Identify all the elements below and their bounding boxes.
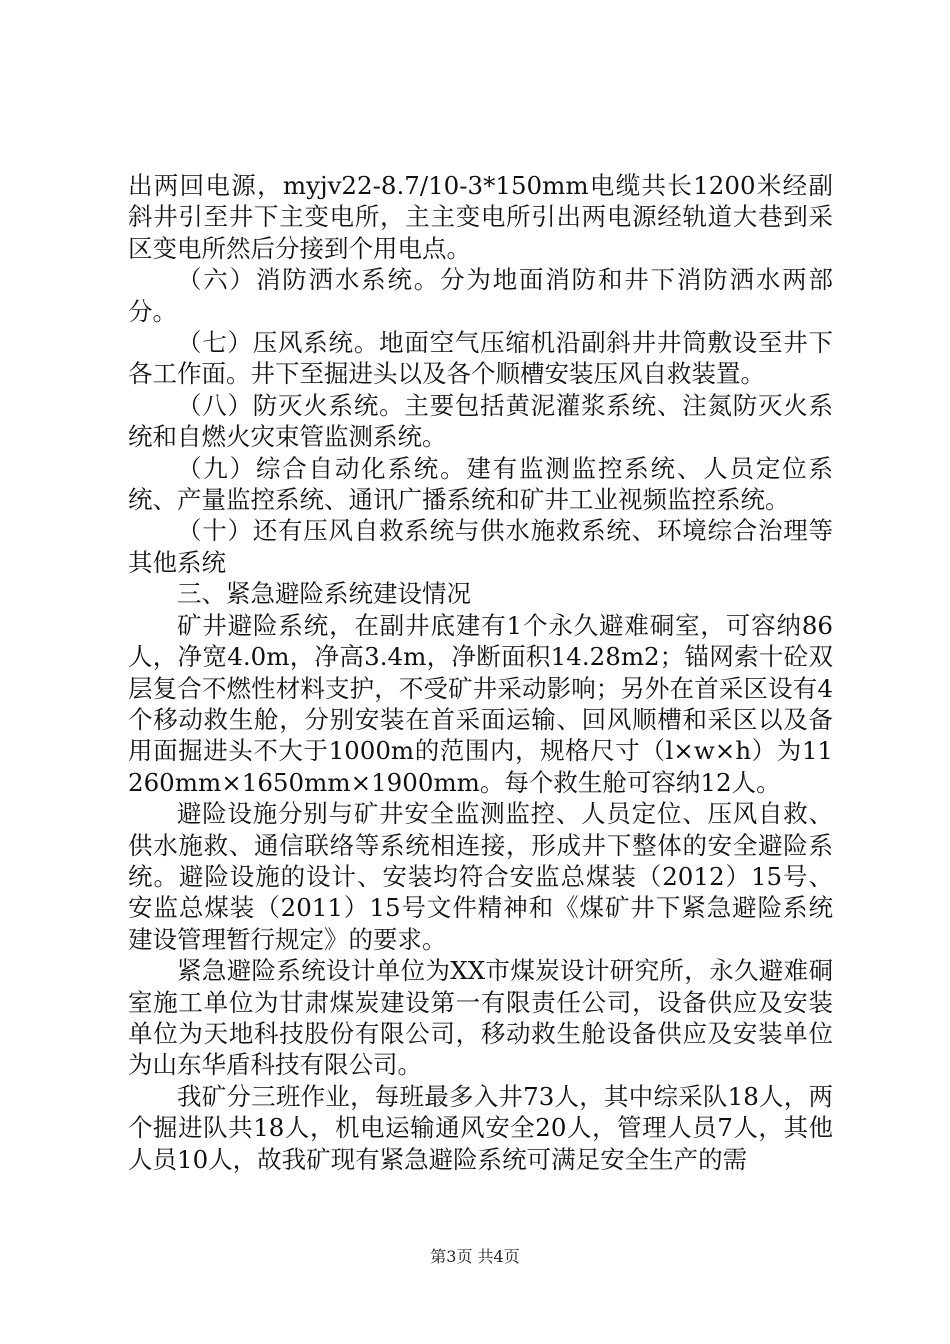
paragraph-fire-prevention: （八）防灭火系统。主要包括黄泥灌浆系统、注氮防灭火系统和自燃火灾束管监测系统。: [128, 390, 833, 452]
paragraph-design-units: 紧急避险系统设计单位为XX市煤炭设计研究所，永久避难硐室施工单位为甘肃煤炭建设第一有限责任公司，设备供应及安装单位为天地科技股份有限公司，移动救生舱设备供应及安装单位为山东华盾科技有限公司。: [128, 956, 833, 1080]
paragraph-fire-sprinkler: （六）消防洒水系统。分为地面消防和井下消防洒水两部分。: [128, 265, 833, 326]
paragraph-other-systems: （十）还有压风自救系统与供水施救系统、环境综合治理等其他系统: [128, 516, 833, 577]
document-body: [128, 170, 833, 1175]
paragraph-power-supply: 出两回电源，myjv22-8.7/10-3*150mm电缆共长1200米经副斜井引至井下主变电所，主主变电所引出两电源经轨道大巷到采区变电所然后分接到个用电点。: [128, 171, 833, 263]
paragraph-automation: （九）综合自动化系统。建有监测监控系统、人员定位系统、产量监控系统、通讯广播系统和矿井工业视频监控系统。: [128, 453, 833, 515]
page-number-footer: 第3页 共4页: [430, 1247, 520, 1266]
paragraph-shift-staffing: 我矿分三班作业，每班最多入井73人，其中综采队18人，两个掘进队共18人，机电运输通风安全20人，管理人员7人，其他人员10人，故我矿现有紧急避险系统可满足安全生产的需: [128, 1081, 833, 1174]
paragraph-refuge-connections: 避险设施分别与矿井安全监测监控、人员定位、压风自救、供水施救、通信联络等系统相连接，形成井下整体的安全避险系统。避险设施的设计、安装均符合安监总煤装（2012）15号、安监总煤装（2011）15号文件精神和《煤矿井下紧急避险系统建设管理暂行规定》的要求。: [128, 799, 833, 954]
paragraph-compressed-air: （七）压风系统。地面空气压缩机沿副斜井井筒敷设至井下各工作面。井下至掘进头以及各个顺槽安装压风自救装置。: [128, 328, 833, 389]
section-heading: 三、紧急避险系统建设情况: [177, 579, 471, 609]
paragraph-refuge-system: 矿井避险系统，在副井底建有1个永久避难硐室，可容纳86人，净宽4.0m，净高3.4m，净断面积14.28m2；锚网索十砼双层复合不燃性材料支护，不受矿井采动影响；另外在首采区设有4个移动救生舱，分别安装在首采面运输、回风顺槽和采区以及备用面掘进头不大于1000m的范围内，规格尺寸（l×w×h）为11260mm×1650mm×1900mm。每个救生舱可容纳12人。: [128, 610, 833, 797]
